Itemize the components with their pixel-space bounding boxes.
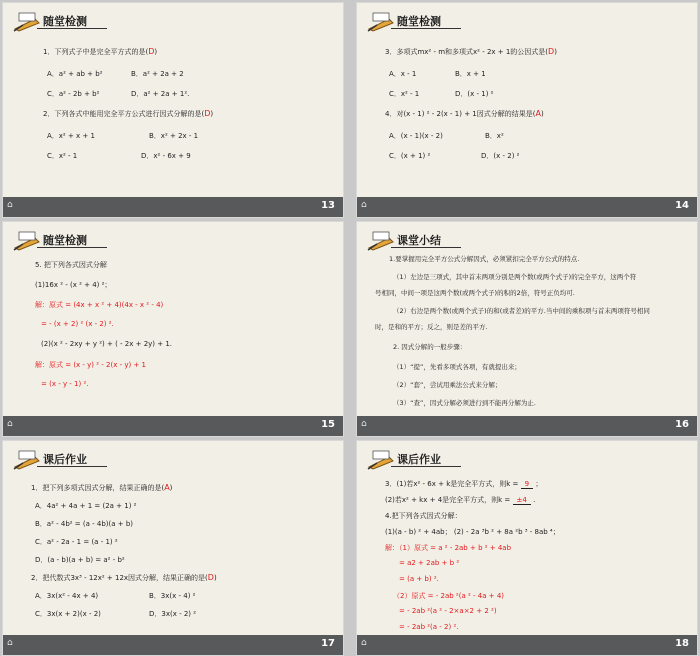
solution-line-5: = - 2ab ²(a ² - 2×a×2 + 2 ²) xyxy=(399,607,497,615)
section-title xyxy=(13,447,153,471)
option-c: C．x² - 1 xyxy=(47,152,78,160)
section-title xyxy=(13,9,153,33)
slide-14[interactable] xyxy=(356,2,698,218)
option-b: B．x² xyxy=(485,132,504,140)
pencil-book-icon xyxy=(13,228,43,252)
blank-answer-1: 9 xyxy=(521,480,533,489)
section-title xyxy=(367,447,507,471)
slide-footer xyxy=(357,635,697,655)
slide-footer xyxy=(3,197,343,217)
slide-number: 17 xyxy=(321,638,335,649)
pencil-book-icon xyxy=(367,228,397,252)
slide-footer xyxy=(357,416,697,436)
option-b: B．x² + 2x - 1 xyxy=(149,132,199,140)
option-c: C．a² - 2a - 1 = (a - 1) ² xyxy=(35,538,118,546)
solution-line-3: = (a + b) ². xyxy=(399,575,439,583)
section-title-label: 课堂小结 xyxy=(397,234,441,247)
answer-2: D xyxy=(204,109,211,118)
section-title-label: 随堂检测 xyxy=(43,15,87,28)
slide-marker-icon: ⌂ xyxy=(361,419,367,429)
summary-p3b: 时，是和的平方；反之，则是差的平方. xyxy=(375,323,488,331)
question-2: 2．把代数式3x³ - 12x² + 12x因式分解，结果正确的是(D) xyxy=(31,573,217,582)
option-a: A．4a² + 4a + 1 = (2a + 1) ² xyxy=(35,502,137,510)
option-d: D．(x - 1) ² xyxy=(455,90,494,98)
question-5: 5. 把下列各式因式分解 xyxy=(35,261,107,269)
option-a: A．(x - 1)(x - 2) xyxy=(389,132,443,140)
solution-line-1: 解：（1）原式 = a ² - 2ab + b ² + 4ab xyxy=(385,544,512,552)
option-b: B．x + 1 xyxy=(455,70,486,78)
section-title xyxy=(367,228,507,252)
slide-marker-icon: ⌂ xyxy=(7,419,13,429)
section-title-label: 课后作业 xyxy=(397,453,441,466)
option-b: B．3x(x - 4) ² xyxy=(149,592,196,600)
question-1: 1．下列式子中是完全平方式的是(D) xyxy=(43,47,158,56)
section-title-label: 随堂检测 xyxy=(43,234,87,247)
option-c: C．a² - 2b + b² xyxy=(47,90,100,98)
option-a: A．a² + ab + b² xyxy=(47,70,103,78)
slide-number: 16 xyxy=(675,419,689,430)
question-1: 1．把下列多项式因式分解，结果正确的是(A) xyxy=(31,483,173,492)
option-c: C．3x(x + 2)(x - 2) xyxy=(35,610,101,618)
summary-p7: （3）“查”，因式分解必须进行到不能再分解为止. xyxy=(393,399,536,407)
option-b: B．a² + 2a + 2 xyxy=(131,70,184,78)
question-3: 3．多项式mx² - m和多项式x² - 2x + 1的公因式是(D) xyxy=(385,47,557,56)
blank-answer-2: ±4 xyxy=(513,496,531,505)
summary-p1: 1.要掌握用完全平方公式分解因式，必须紧扣完全平方公式的特点. xyxy=(389,255,580,263)
option-a: A．x² + x + 1 xyxy=(47,132,95,140)
section-title xyxy=(367,9,507,33)
answer-1: D xyxy=(148,47,155,56)
slide-18[interactable] xyxy=(356,440,698,656)
title-underline xyxy=(391,28,461,29)
answer-2: D xyxy=(207,573,214,582)
question-4: 4．对(x - 1) ² - 2(x - 1) + 1因式分解的结果是(A) xyxy=(385,109,544,118)
slide-16[interactable] xyxy=(356,221,698,437)
title-underline xyxy=(37,28,107,29)
option-c: C．(x + 1) ² xyxy=(389,152,431,160)
slide-number: 15 xyxy=(321,419,335,430)
option-b: B．a² - 4b² = (a - 4b)(a + b) xyxy=(35,520,134,528)
pencil-book-icon xyxy=(367,447,397,471)
problem-1: (1)16x ² - (x ² + 4) ²； xyxy=(35,281,112,289)
slide-footer xyxy=(357,197,697,217)
section-title-label: 课后作业 xyxy=(43,453,87,466)
pencil-book-icon xyxy=(367,9,397,33)
solution-line-6: = - 2ab ²(a - 2) ². xyxy=(399,623,459,631)
slide-marker-icon: ⌂ xyxy=(361,638,367,648)
option-a: A．x - 1 xyxy=(389,70,417,78)
slide-17[interactable] xyxy=(2,440,344,656)
summary-p2b: 号相同，中间一项是这两个数(或两个式子)的积的2倍，符号正负均可. xyxy=(375,289,575,297)
option-d: D．(x - 2) ² xyxy=(481,152,520,160)
section-title xyxy=(13,228,153,252)
solution-1-line-1: 解：原式 = (4x + x ² + 4)(4x - x ² - 4) xyxy=(35,301,164,309)
solution-line-4: （2）原式 = - 2ab ²(a ² - 4a + 4) xyxy=(393,592,505,600)
option-a: A．3x(x² - 4x + 4) xyxy=(35,592,99,600)
answer-4: A xyxy=(535,109,541,118)
answer-1: A xyxy=(164,483,170,492)
question-3-part-2: (2)若x² + kx + 4是完全平方式，则k = ±4 . xyxy=(385,496,536,504)
slide-marker-icon: ⌂ xyxy=(7,200,13,210)
slide-15[interactable] xyxy=(2,221,344,437)
slide-number: 18 xyxy=(675,638,689,649)
solution-2-line-1: 解：原式 = (x - y) ² - 2(x - y) + 1 xyxy=(35,361,146,369)
pencil-book-icon xyxy=(13,447,43,471)
summary-p6: （2）“套”，尝试用乘法公式来分解； xyxy=(393,381,502,389)
option-d: D．(a - b)(a + b) = a² - b² xyxy=(35,556,125,564)
solution-1-line-2: = - (x + 2) ² (x - 2) ². xyxy=(41,320,114,328)
section-title-label: 随堂检测 xyxy=(397,15,441,28)
slide-footer xyxy=(3,416,343,436)
pencil-book-icon xyxy=(13,9,43,33)
question-4-items: (1)(a - b) ² + 4ab； (2) - 2a ³b ² + 8a ²b ³ - 8ab ⁴； xyxy=(385,528,560,536)
slide-number: 14 xyxy=(675,200,689,211)
option-c: C．x² - 1 xyxy=(389,90,420,98)
option-d: D．x² - 6x + 9 xyxy=(141,152,191,160)
question-2: 2．下列各式中能用完全平方公式进行因式分解的是(D) xyxy=(43,109,214,118)
option-d: D．a² + 2a + 1². xyxy=(131,90,190,98)
question-4: 4.把下列各式因式分解： xyxy=(385,512,462,520)
summary-p2a: （1）左边是三项式，其中首末两项分别是两个数(或两个式子)的完全平方，这两个符 xyxy=(393,273,637,281)
option-d: D．3x(x - 2) ² xyxy=(149,610,197,618)
slide-marker-icon: ⌂ xyxy=(361,200,367,210)
title-underline xyxy=(37,466,107,467)
slide-footer xyxy=(3,635,343,655)
problem-2: (2)(x ² - 2xy + y ²) + ( - 2x + 2y) + 1. xyxy=(41,340,173,348)
solution-2-line-2: = (x - y - 1) ². xyxy=(41,380,89,388)
question-3-part-1: 3．(1)若x² - 6x + k是完全平方式，则k = 9 ； xyxy=(385,480,543,488)
summary-p3a: （2）右边是两个数(或两个式子)的和(或者差)的平方.当中间的乘积项与首末两项符号相同 xyxy=(393,307,650,315)
slide-marker-icon: ⌂ xyxy=(7,638,13,648)
slide-number: 13 xyxy=(321,200,335,211)
title-underline xyxy=(37,247,107,248)
title-underline xyxy=(391,247,461,248)
answer-3: D xyxy=(548,47,555,56)
summary-p4: 2. 因式分解的一般步骤： xyxy=(393,343,467,351)
summary-p5: （1）“提”，先看多项式各项，有就提出来； xyxy=(393,363,521,371)
slide-13[interactable] xyxy=(2,2,344,218)
solution-line-2: = a2 + 2ab + b ² xyxy=(399,559,460,567)
title-underline xyxy=(391,466,461,467)
